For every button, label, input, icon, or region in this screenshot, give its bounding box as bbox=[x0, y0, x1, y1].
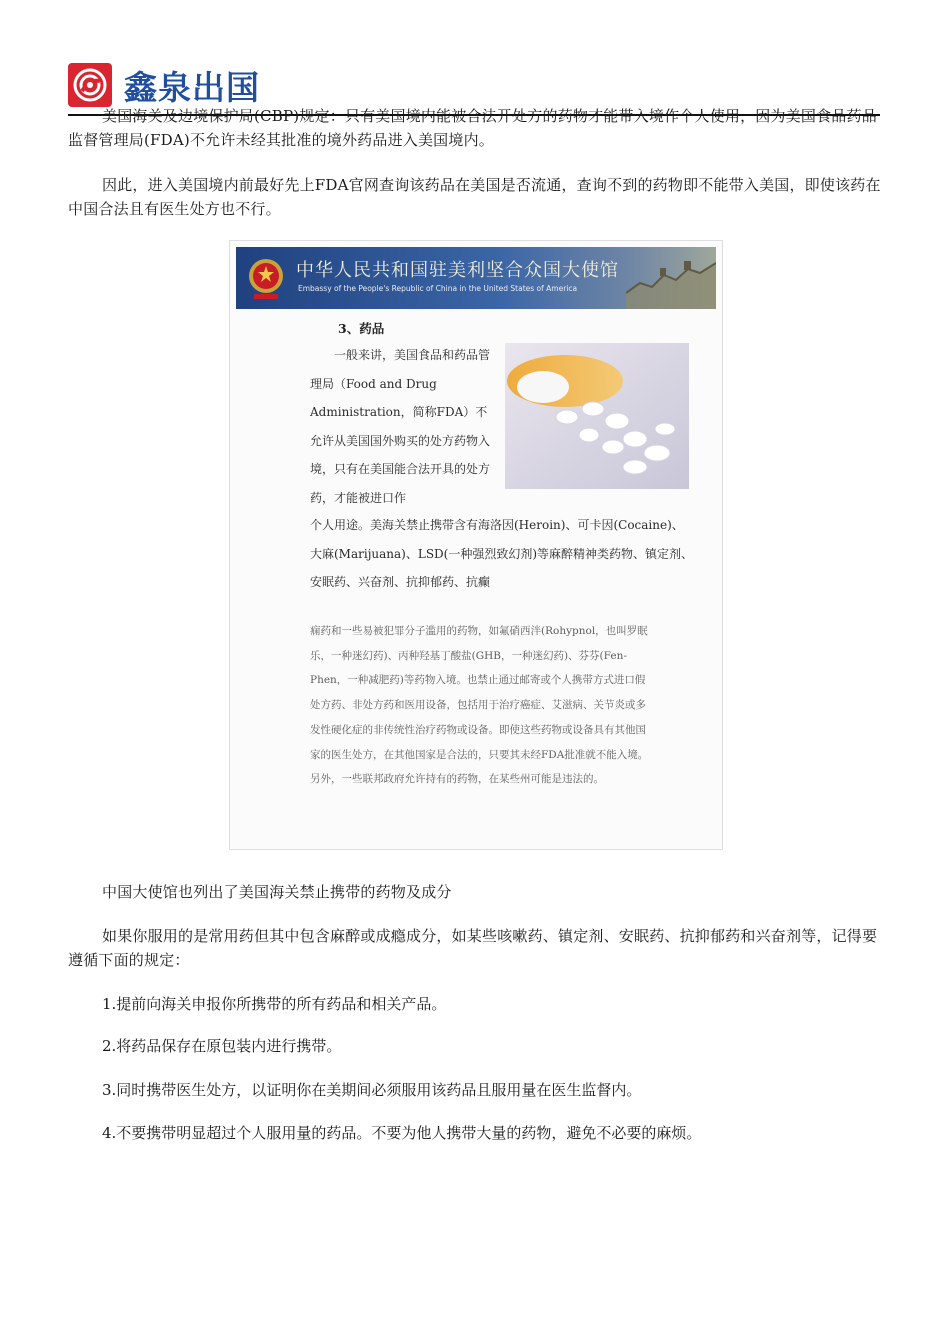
embassy-text-details: 痫药和一些易被犯罪分子滥用的药物，如氟硝西泮(Rohypnol，也叫罗眠乐，一种迷幻药)、丙种羟基丁酸盐(GHB，一种迷幻药)、芬芬(Fen-Phen，一种减肥药)等药物入境。也禁止通过邮寄或个人携带方式进口假处方药、非处方药和医用设备，包括用于治疗癌症、艾滋病、关节炎或多发性硬化症的非传统性治疗药物或设备。即使这些药物或设备具有其他国家的医生处方，在其他国家是合法的，只要其未经FDA批准就不能入境。另外，一些联邦政府允许持有的药物，在某些州可能是违法的。 bbox=[310, 625, 649, 786]
paragraph-fda-check: 因此，进入美国境内前最好先上FDA官网查询该药品在美国是否流通，查询不到的药物即不能带入美国，即使该药在中国合法且有医生处方也不行。 bbox=[68, 176, 881, 218]
rule-item-3: 3.同时携带医生处方，以证明你在美期间必须服用该药品且服用量在医生监督内。 bbox=[102, 1081, 642, 1099]
rule-item-2: 2.将药品保存在原包装内进行携带。 bbox=[102, 1037, 342, 1055]
great-wall-illustration bbox=[626, 247, 716, 309]
drug-section-title: 3、药品 bbox=[338, 321, 385, 336]
logo-text: 鑫泉出国 bbox=[124, 67, 260, 107]
embassy-banner-subtitle: Embassy of the People's Republic of China in the United States of America bbox=[298, 284, 578, 293]
national-emblem-icon bbox=[246, 254, 286, 302]
embassy-notice-image bbox=[229, 240, 723, 850]
paragraph-embassy-list: 中国大使馆也列出了美国海关禁止携带的药物及成分 bbox=[102, 883, 452, 901]
embassy-banner bbox=[236, 247, 716, 309]
logo-swirl-icon bbox=[68, 63, 112, 107]
embassy-text-intro: 一般来讲，美国食品和药品管理局（Food and Drug Administration，简称FDA）不允许从美国国外购买的处方药物入境，只有在美国能合法开具的处方药，才能被进口作 bbox=[310, 348, 491, 505]
paragraph-common-medicine: 如果你服用的是常用药但其中包含麻醉或成瘾成分，如某些咳嗽药、镇定剂、安眠药、抗抑郁药和兴奋剂等，记得要遵循下面的规定： bbox=[68, 927, 878, 969]
site-logo bbox=[68, 62, 260, 108]
pills-photo bbox=[505, 343, 689, 489]
rule-item-1: 1.提前向海关申报你所携带的所有药品和相关产品。 bbox=[102, 995, 447, 1013]
embassy-text-prohibited: 个人用途。美海关禁止携带含有海洛因(Heroin)、可卡因(Cocaine)、大麻(Marijuana)、LSD(一种强烈致幻剂)等麻醉精神类药物、镇定剂、安眠药、兴奋剂、抗抑郁药、抗癫 bbox=[310, 518, 694, 589]
paragraph-cbp-rule: 美国海关及边境保护局(CBP)规定：只有美国境内能被合法开处方的药物才能带入境作个人使用，因为美国食品药品监督管理局(FDA)不允许未经其批准的境外药品进入美国境内。 bbox=[68, 107, 877, 149]
rule-item-4: 4.不要携带明显超过个人服用量的药品。不要为他人携带大量的药物，避免不必要的麻烦。 bbox=[102, 1124, 702, 1142]
embassy-banner-title: 中华人民共和国驻美利坚合众国大使馆 bbox=[296, 260, 619, 281]
